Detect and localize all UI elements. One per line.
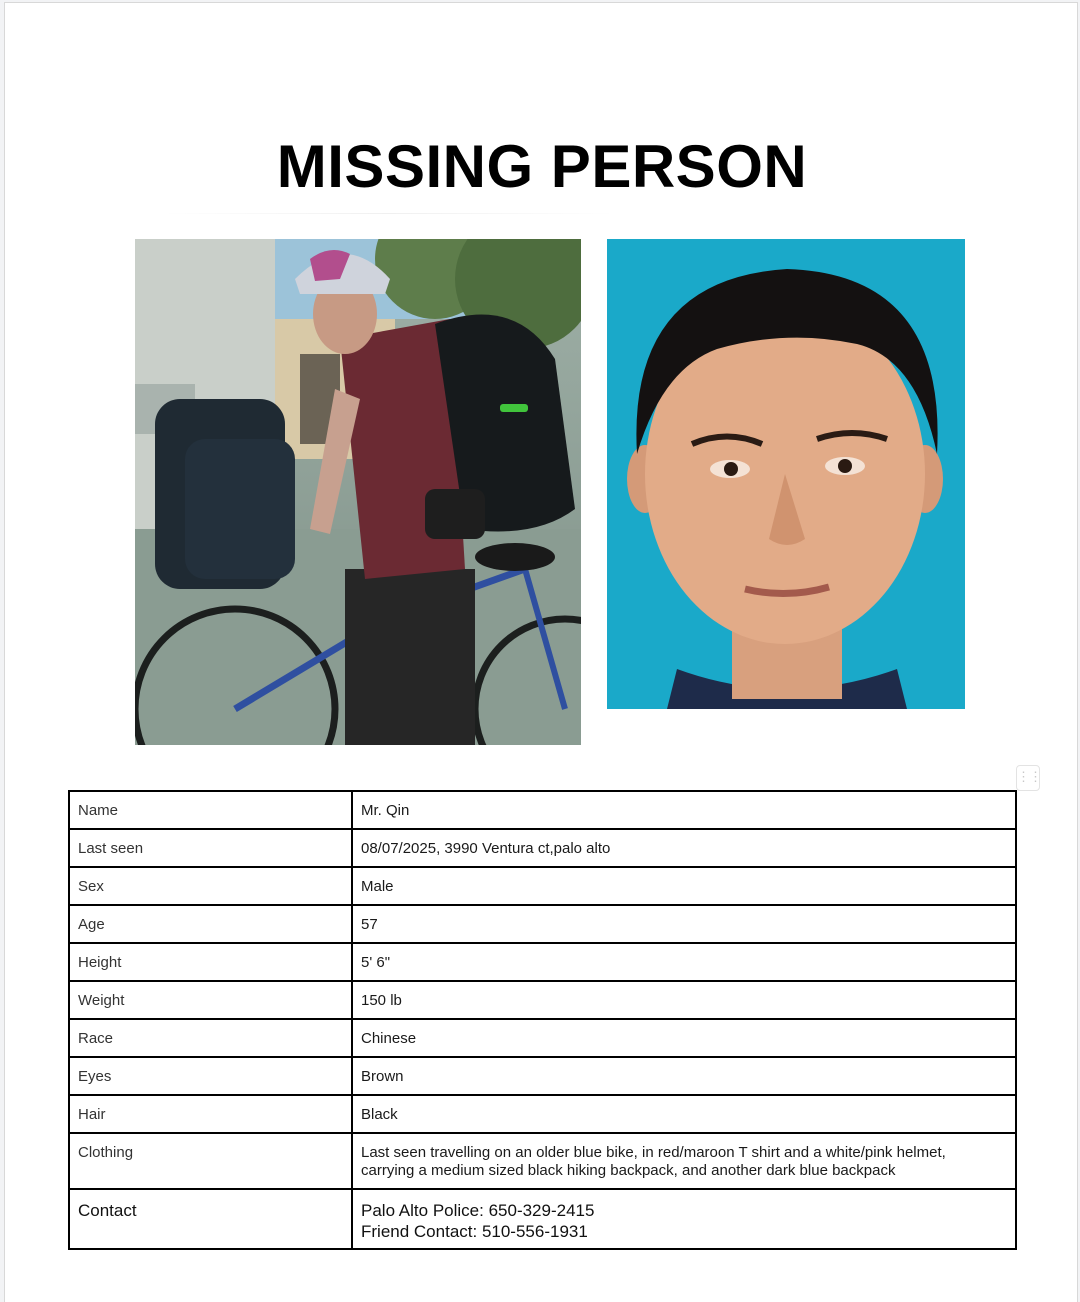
table-row <box>69 981 1016 1019</box>
table-row <box>69 1189 1016 1249</box>
weight-value: 150 lb <box>352 981 1016 1019</box>
hair-value: Black <box>352 1095 1016 1133</box>
missing-person-details-table <box>68 790 1017 1250</box>
height-value: 5' 6" <box>352 943 1016 981</box>
clothing-line: carrying a medium sized black hiking backpack, and another dark blue backpack <box>361 1162 896 1179</box>
police-contact: Palo Alto Police: 650-329-2415 <box>361 1201 595 1220</box>
sex-label: Sex <box>69 867 352 905</box>
table-row <box>69 943 1016 981</box>
title-divider <box>161 213 617 214</box>
eyes-value: Brown <box>352 1057 1016 1095</box>
portrait-photo[interactable] <box>607 239 965 709</box>
clothing-label: Clothing <box>69 1133 352 1189</box>
contact-label: Contact <box>69 1189 352 1249</box>
table-row <box>69 791 1016 829</box>
page-title: MISSING PERSON <box>276 133 808 200</box>
last-seen-label: Last seen <box>69 829 352 867</box>
age-label: Age <box>69 905 352 943</box>
table-drag-handle-icon[interactable]: ⋮⋮ <box>1016 765 1040 791</box>
cyclist-photo[interactable] <box>135 239 581 745</box>
race-label: Race <box>69 1019 352 1057</box>
name-value: Mr. Qin <box>352 791 1016 829</box>
weight-label: Weight <box>69 981 352 1019</box>
hair-label: Hair <box>69 1095 352 1133</box>
last-seen-value: 08/07/2025, 3990 Ventura ct,palo alto <box>352 829 1016 867</box>
table-row <box>69 829 1016 867</box>
clothing-value <box>352 1133 1016 1189</box>
table-row <box>69 1057 1016 1095</box>
race-value: Chinese <box>352 1019 1016 1057</box>
table-row <box>69 1019 1016 1057</box>
age-value: 57 <box>352 905 1016 943</box>
friend-contact: Friend Contact: 510-556-1931 <box>361 1222 588 1241</box>
document-page <box>4 2 1078 1302</box>
sex-value: Male <box>352 867 1016 905</box>
table-row <box>69 905 1016 943</box>
name-label: Name <box>69 791 352 829</box>
table-row <box>69 1095 1016 1133</box>
height-label: Height <box>69 943 352 981</box>
table-row <box>69 1133 1016 1189</box>
clothing-line: Last seen travelling on an older blue bike, in red/maroon T shirt and a white/pink helmet, <box>361 1144 946 1161</box>
contact-value <box>352 1189 1016 1249</box>
table-row <box>69 867 1016 905</box>
eyes-label: Eyes <box>69 1057 352 1095</box>
